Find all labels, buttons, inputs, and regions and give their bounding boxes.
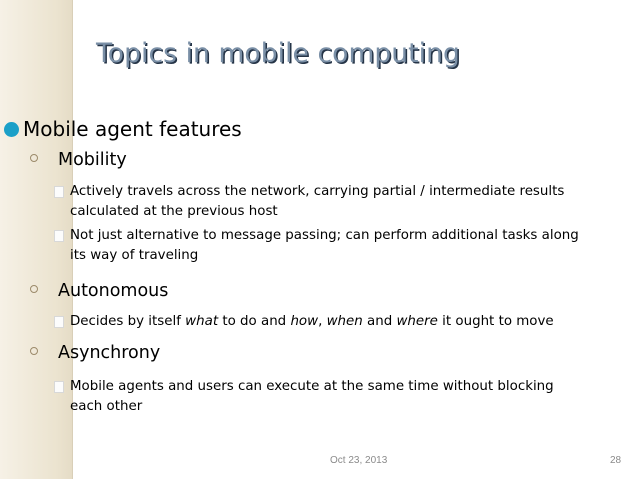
- italic-run: how: [290, 314, 319, 329]
- bullet-line: calculated at the previous host: [70, 204, 278, 219]
- italic-run: what: [185, 314, 219, 329]
- square-bullet-icon: [54, 316, 64, 328]
- ring-bullet-icon: [30, 347, 38, 355]
- filled-circle-bullet-icon: [4, 122, 19, 137]
- bullet-mobility-2: [70, 226, 579, 266]
- section-asynchrony: [30, 343, 160, 363]
- ring-bullet-icon: [30, 154, 38, 162]
- square-bullet-icon: [54, 230, 64, 242]
- square-bullet-icon: [54, 186, 64, 198]
- bullet-autonomous-1: [70, 312, 554, 332]
- slide-title: Topics in mobile computing: [96, 38, 460, 69]
- heading-mobile-agent-features: [4, 117, 242, 141]
- section-autonomous: [30, 281, 168, 301]
- bullet-line: each other: [70, 399, 143, 414]
- bullet-mobility-1: [70, 182, 564, 222]
- footer-date: Oct 23, 2013: [330, 455, 388, 466]
- section-label: Asynchrony: [58, 343, 161, 363]
- bullet-line: Mobile agents and users can execute at the same time without blocking: [70, 379, 554, 394]
- text-run: it ought to move: [437, 314, 554, 329]
- text-run: and: [362, 314, 397, 329]
- bullet-line: its way of traveling: [70, 248, 199, 263]
- text-run: Decides by itself: [70, 314, 186, 329]
- ring-bullet-icon: [30, 285, 38, 293]
- bullet-line-rich: [70, 312, 554, 332]
- page-number: 28: [610, 455, 622, 466]
- text-run: ,: [318, 314, 327, 329]
- square-bullet-icon: [54, 381, 64, 393]
- section-label: Autonomous: [58, 281, 169, 301]
- bullet-line: Actively travels across the network, carrying partial / intermediate results: [70, 184, 565, 199]
- italic-run: when: [326, 314, 363, 329]
- italic-run: where: [396, 314, 438, 329]
- bullet-line: Not just alternative to message passing; can perform additional tasks along: [70, 228, 579, 243]
- heading-text: Mobile agent features: [23, 117, 242, 141]
- section-mobility: [30, 150, 127, 170]
- section-label: Mobility: [58, 150, 127, 170]
- text-run: to do and: [218, 314, 291, 329]
- bullet-asynchrony-1: [70, 377, 554, 417]
